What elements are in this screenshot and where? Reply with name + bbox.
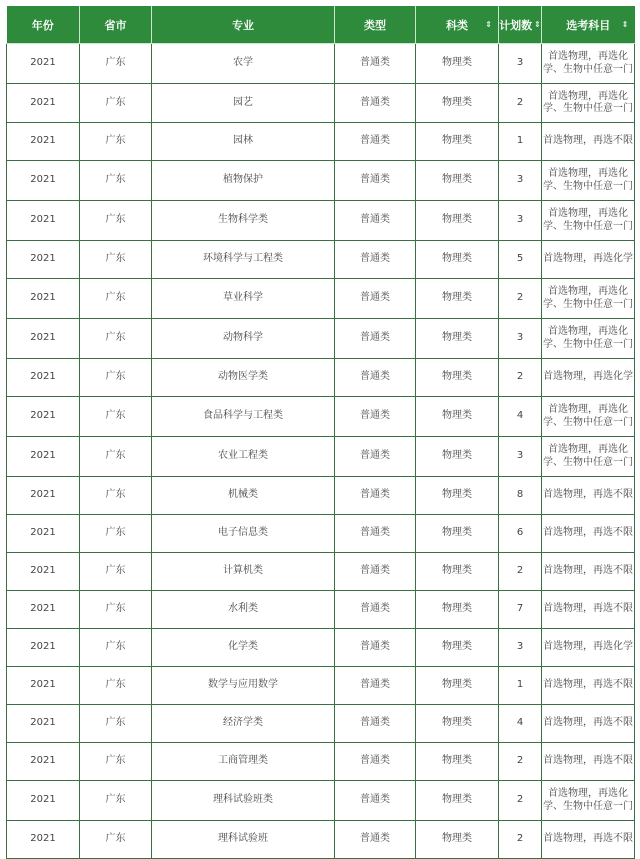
cell-province: 广东 (80, 477, 152, 515)
cell-type: 普通类 (335, 359, 416, 397)
cell-plan-count: 2 (499, 821, 542, 859)
cell-year: 2021 (7, 44, 80, 84)
cell-plan-count: 3 (499, 161, 542, 201)
admission-plan-table (6, 6, 635, 859)
cell-year: 2021 (7, 591, 80, 629)
column-header-required-subjects[interactable] (542, 6, 635, 44)
table-row (7, 397, 635, 437)
cell-province: 广东 (80, 437, 152, 477)
cell-required-subjects: 首选物理，再选化学、生物中任意一门 (542, 437, 635, 477)
cell-province: 广东 (80, 397, 152, 437)
cell-type: 普通类 (335, 705, 416, 743)
cell-required-subjects: 首选物理，再选不限 (542, 667, 635, 705)
cell-plan-count: 2 (499, 781, 542, 821)
cell-subject-category: 物理类 (416, 705, 499, 743)
cell-subject-category: 物理类 (416, 667, 499, 705)
table-row (7, 279, 635, 319)
cell-year: 2021 (7, 201, 80, 241)
cell-province: 广东 (80, 319, 152, 359)
admission-plan-table-container (6, 6, 634, 859)
cell-type: 普通类 (335, 629, 416, 667)
cell-subject-category: 物理类 (416, 477, 499, 515)
cell-subject-category: 物理类 (416, 591, 499, 629)
cell-subject-category: 物理类 (416, 44, 499, 84)
sort-icon[interactable]: ⇕ (621, 20, 629, 29)
cell-required-subjects: 首选物理，再选不限 (542, 123, 635, 161)
cell-required-subjects: 首选物理，再选不限 (542, 515, 635, 553)
table-row (7, 821, 635, 859)
cell-type: 普通类 (335, 781, 416, 821)
cell-required-subjects: 首选物理，再选化学 (542, 629, 635, 667)
cell-major: 园林 (152, 123, 335, 161)
cell-major: 生物科学类 (152, 201, 335, 241)
table-row (7, 84, 635, 123)
cell-major: 农学 (152, 44, 335, 84)
cell-province: 广东 (80, 705, 152, 743)
cell-major: 环境科学与工程类 (152, 241, 335, 279)
cell-year: 2021 (7, 437, 80, 477)
cell-plan-count: 1 (499, 667, 542, 705)
cell-year: 2021 (7, 553, 80, 591)
cell-year: 2021 (7, 667, 80, 705)
table-row (7, 667, 635, 705)
cell-province: 广东 (80, 743, 152, 781)
cell-plan-count: 2 (499, 743, 542, 781)
cell-major: 动物医学类 (152, 359, 335, 397)
cell-province: 广东 (80, 591, 152, 629)
cell-type: 普通类 (335, 477, 416, 515)
cell-type: 普通类 (335, 743, 416, 781)
cell-plan-count: 2 (499, 84, 542, 123)
cell-year: 2021 (7, 319, 80, 359)
cell-year: 2021 (7, 743, 80, 781)
table-body (7, 44, 635, 859)
table-row (7, 591, 635, 629)
table-row (7, 319, 635, 359)
cell-subject-category: 物理类 (416, 84, 499, 123)
cell-type: 普通类 (335, 123, 416, 161)
cell-plan-count: 7 (499, 591, 542, 629)
cell-year: 2021 (7, 705, 80, 743)
cell-subject-category: 物理类 (416, 359, 499, 397)
header-label: 专业 (232, 18, 254, 32)
cell-subject-category: 物理类 (416, 241, 499, 279)
cell-province: 广东 (80, 553, 152, 591)
cell-year: 2021 (7, 629, 80, 667)
cell-required-subjects: 首选物理，再选化学、生物中任意一门 (542, 781, 635, 821)
cell-required-subjects: 首选物理，再选化学、生物中任意一门 (542, 201, 635, 241)
cell-plan-count: 8 (499, 477, 542, 515)
cell-plan-count: 2 (499, 279, 542, 319)
cell-major: 化学类 (152, 629, 335, 667)
cell-province: 广东 (80, 667, 152, 705)
cell-type: 普通类 (335, 241, 416, 279)
cell-required-subjects: 首选物理，再选不限 (542, 821, 635, 859)
cell-plan-count: 5 (499, 241, 542, 279)
cell-type: 普通类 (335, 44, 416, 84)
cell-subject-category: 物理类 (416, 629, 499, 667)
header-label: 省市 (104, 18, 127, 32)
cell-plan-count: 2 (499, 359, 542, 397)
cell-type: 普通类 (335, 397, 416, 437)
table-row (7, 629, 635, 667)
cell-province: 广东 (80, 781, 152, 821)
cell-plan-count: 3 (499, 44, 542, 84)
cell-required-subjects: 首选物理，再选化学、生物中任意一门 (542, 84, 635, 123)
cell-province: 广东 (80, 84, 152, 123)
cell-year: 2021 (7, 84, 80, 123)
cell-year: 2021 (7, 515, 80, 553)
cell-required-subjects: 首选物理，再选化学、生物中任意一门 (542, 279, 635, 319)
header-label: 计划数 (499, 18, 533, 32)
column-header-province (80, 6, 152, 44)
sort-icon[interactable]: ⇕ (485, 20, 492, 29)
cell-province: 广东 (80, 201, 152, 241)
table-row (7, 743, 635, 781)
cell-major: 农业工程类 (152, 437, 335, 477)
cell-year: 2021 (7, 821, 80, 859)
table-row (7, 437, 635, 477)
cell-subject-category: 物理类 (416, 781, 499, 821)
cell-plan-count: 3 (499, 201, 542, 241)
cell-year: 2021 (7, 477, 80, 515)
cell-subject-category: 物理类 (416, 743, 499, 781)
column-header-subject-category[interactable] (416, 6, 499, 44)
cell-major: 园艺 (152, 84, 335, 123)
cell-type: 普通类 (335, 201, 416, 241)
cell-major: 理科试验班类 (152, 781, 335, 821)
cell-plan-count: 4 (499, 705, 542, 743)
cell-required-subjects: 首选物理，再选化学、生物中任意一门 (542, 44, 635, 84)
table-row (7, 515, 635, 553)
cell-type: 普通类 (335, 161, 416, 201)
cell-province: 广东 (80, 241, 152, 279)
cell-province: 广东 (80, 161, 152, 201)
table-row (7, 705, 635, 743)
column-header-type (335, 6, 416, 44)
cell-plan-count: 2 (499, 553, 542, 591)
cell-subject-category: 物理类 (416, 279, 499, 319)
cell-plan-count: 1 (499, 123, 542, 161)
cell-type: 普通类 (335, 553, 416, 591)
cell-plan-count: 6 (499, 515, 542, 553)
cell-major: 电子信息类 (152, 515, 335, 553)
cell-province: 广东 (80, 44, 152, 84)
table-row (7, 201, 635, 241)
cell-plan-count: 3 (499, 319, 542, 359)
cell-year: 2021 (7, 123, 80, 161)
column-header-major (152, 6, 335, 44)
header-label: 科类 (446, 18, 468, 32)
header-label: 类型 (364, 18, 386, 32)
cell-major: 经济学类 (152, 705, 335, 743)
cell-major: 植物保护 (152, 161, 335, 201)
cell-required-subjects: 首选物理，再选不限 (542, 553, 635, 591)
cell-type: 普通类 (335, 667, 416, 705)
cell-type: 普通类 (335, 319, 416, 359)
table-header-row (7, 6, 635, 44)
column-header-plan-count[interactable] (499, 6, 542, 44)
table-row (7, 44, 635, 84)
cell-year: 2021 (7, 397, 80, 437)
table-row (7, 553, 635, 591)
cell-type: 普通类 (335, 515, 416, 553)
cell-major: 水利类 (152, 591, 335, 629)
cell-province: 广东 (80, 515, 152, 553)
cell-subject-category: 物理类 (416, 397, 499, 437)
cell-year: 2021 (7, 359, 80, 397)
cell-required-subjects: 首选物理，再选不限 (542, 705, 635, 743)
cell-required-subjects: 首选物理，再选化学、生物中任意一门 (542, 319, 635, 359)
cell-subject-category: 物理类 (416, 161, 499, 201)
cell-province: 广东 (80, 629, 152, 667)
table-row (7, 241, 635, 279)
cell-plan-count: 3 (499, 437, 542, 477)
cell-subject-category: 物理类 (416, 515, 499, 553)
cell-year: 2021 (7, 781, 80, 821)
cell-province: 广东 (80, 821, 152, 859)
column-header-year (7, 6, 80, 44)
cell-type: 普通类 (335, 437, 416, 477)
cell-type: 普通类 (335, 84, 416, 123)
cell-year: 2021 (7, 161, 80, 201)
cell-plan-count: 3 (499, 629, 542, 667)
cell-subject-category: 物理类 (416, 437, 499, 477)
cell-major: 工商管理类 (152, 743, 335, 781)
cell-subject-category: 物理类 (416, 123, 499, 161)
table-row (7, 161, 635, 201)
cell-required-subjects: 首选物理，再选化学 (542, 241, 635, 279)
cell-required-subjects: 首选物理，再选不限 (542, 591, 635, 629)
cell-plan-count: 4 (499, 397, 542, 437)
cell-type: 普通类 (335, 279, 416, 319)
cell-type: 普通类 (335, 591, 416, 629)
cell-province: 广东 (80, 279, 152, 319)
cell-subject-category: 物理类 (416, 821, 499, 859)
cell-major: 草业科学 (152, 279, 335, 319)
header-label: 选考科目 (566, 18, 611, 32)
cell-subject-category: 物理类 (416, 319, 499, 359)
cell-major: 机械类 (152, 477, 335, 515)
table-row (7, 781, 635, 821)
cell-year: 2021 (7, 241, 80, 279)
cell-required-subjects: 首选物理，再选化学、生物中任意一门 (542, 161, 635, 201)
cell-required-subjects: 首选物理，再选不限 (542, 477, 635, 515)
table-row (7, 359, 635, 397)
cell-type: 普通类 (335, 821, 416, 859)
cell-required-subjects: 首选物理，再选化学、生物中任意一门 (542, 397, 635, 437)
table-row (7, 123, 635, 161)
cell-required-subjects: 首选物理，再选化学 (542, 359, 635, 397)
cell-province: 广东 (80, 359, 152, 397)
cell-year: 2021 (7, 279, 80, 319)
cell-major: 动物科学 (152, 319, 335, 359)
cell-subject-category: 物理类 (416, 553, 499, 591)
cell-major: 食品科学与工程类 (152, 397, 335, 437)
cell-subject-category: 物理类 (416, 201, 499, 241)
sort-icon[interactable]: ⇕ (534, 19, 541, 29)
cell-required-subjects: 首选物理，再选不限 (542, 743, 635, 781)
cell-major: 数学与应用数学 (152, 667, 335, 705)
header-label: 年份 (31, 18, 54, 32)
table-row (7, 477, 635, 515)
cell-province: 广东 (80, 123, 152, 161)
cell-major: 理科试验班 (152, 821, 335, 859)
cell-major: 计算机类 (152, 553, 335, 591)
